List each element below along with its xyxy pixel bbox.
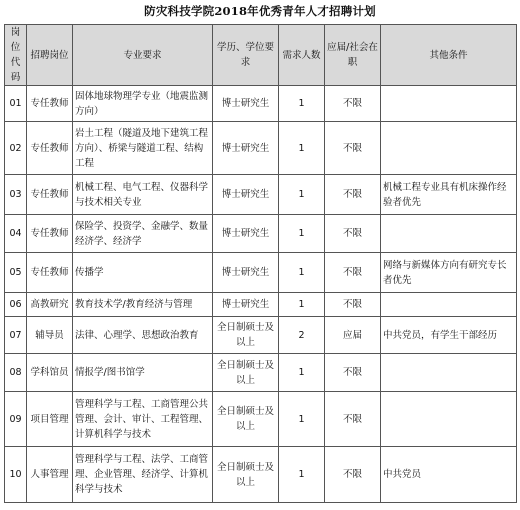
cell-other	[381, 293, 517, 317]
cell-type: 不限	[325, 293, 381, 317]
recruitment-table	[4, 24, 517, 503]
cell-degree: 全日制硕士及以上	[213, 447, 279, 503]
cell-position: 专任教师	[27, 86, 73, 122]
cell-code: 03	[5, 175, 27, 215]
header-degree: 学历、学位要求	[213, 25, 279, 86]
table-row	[5, 122, 517, 175]
cell-major: 管理科学与工程、法学、工商管理、企业管理、经济学、计算机科学与技术	[73, 447, 213, 503]
table-row	[5, 175, 517, 215]
cell-type: 不限	[325, 354, 381, 392]
header-type: 应届/社会在职	[325, 25, 381, 86]
cell-other: 中共党员	[381, 447, 517, 503]
table-row	[5, 253, 517, 293]
cell-degree: 博士研究生	[213, 86, 279, 122]
cell-type: 不限	[325, 447, 381, 503]
cell-major: 机械工程、电气工程、仪器科学与技术相关专业	[73, 175, 213, 215]
table-row	[5, 392, 517, 447]
cell-degree: 全日制硕士及以上	[213, 354, 279, 392]
cell-other	[381, 86, 517, 122]
cell-major: 固体地球物理学专业（地震监测方向）	[73, 86, 213, 122]
cell-type: 不限	[325, 253, 381, 293]
cell-degree: 博士研究生	[213, 215, 279, 253]
cell-major: 情报学/图书馆学	[73, 354, 213, 392]
cell-position: 专任教师	[27, 122, 73, 175]
cell-other	[381, 354, 517, 392]
cell-other: 网络与新媒体方向有研究专长者优先	[381, 253, 517, 293]
cell-major: 教育技术学/教育经济与管理	[73, 293, 213, 317]
cell-other	[381, 215, 517, 253]
cell-type: 不限	[325, 215, 381, 253]
cell-degree: 全日制硕士及以上	[213, 392, 279, 447]
cell-code: 05	[5, 253, 27, 293]
table-row	[5, 215, 517, 253]
cell-major: 管理科学与工程、工商管理公共管理、会计、审计、工程管理、计算机科学与技术	[73, 392, 213, 447]
header-row	[5, 25, 517, 86]
cell-type: 应届	[325, 317, 381, 354]
cell-count: 1	[279, 253, 325, 293]
table-row	[5, 293, 517, 317]
header-code: 岗位代码	[5, 25, 27, 86]
header-major: 专业要求	[73, 25, 213, 86]
cell-position: 专任教师	[27, 253, 73, 293]
cell-major: 保险学、投资学、金融学、数量经济学、经济学	[73, 215, 213, 253]
cell-count: 1	[279, 354, 325, 392]
cell-type: 不限	[325, 122, 381, 175]
header-position: 招聘岗位	[27, 25, 73, 86]
cell-count: 1	[279, 447, 325, 503]
cell-position: 高教研究	[27, 293, 73, 317]
cell-count: 1	[279, 86, 325, 122]
cell-type: 不限	[325, 392, 381, 447]
page-title: 防灾科技学院2018年优秀青年人才招聘计划	[144, 4, 376, 18]
cell-other: 中共党员，有学生干部经历	[381, 317, 517, 354]
cell-type: 不限	[325, 175, 381, 215]
cell-other: 机械工程专业具有机床操作经验者优先	[381, 175, 517, 215]
cell-position: 专任教师	[27, 215, 73, 253]
cell-major: 传播学	[73, 253, 213, 293]
table-row	[5, 86, 517, 122]
cell-major: 岩土工程（隧道及地下建筑工程方向）、桥梁与隧道工程、结构工程	[73, 122, 213, 175]
cell-count: 1	[279, 215, 325, 253]
cell-count: 1	[279, 175, 325, 215]
cell-degree: 博士研究生	[213, 253, 279, 293]
cell-code: 01	[5, 86, 27, 122]
cell-position: 人事管理	[27, 447, 73, 503]
cell-count: 1	[279, 293, 325, 317]
cell-major: 法律、心理学、思想政治教育	[73, 317, 213, 354]
cell-code: 09	[5, 392, 27, 447]
cell-degree: 博士研究生	[213, 175, 279, 215]
cell-position: 项目管理	[27, 392, 73, 447]
cell-type: 不限	[325, 86, 381, 122]
table-row	[5, 317, 517, 354]
cell-code: 07	[5, 317, 27, 354]
cell-code: 08	[5, 354, 27, 392]
cell-code: 06	[5, 293, 27, 317]
cell-position: 学科馆员	[27, 354, 73, 392]
table-row	[5, 447, 517, 503]
cell-count: 1	[279, 122, 325, 175]
cell-code: 04	[5, 215, 27, 253]
cell-other	[381, 392, 517, 447]
table-row	[5, 354, 517, 392]
cell-count: 2	[279, 317, 325, 354]
cell-count: 1	[279, 392, 325, 447]
cell-degree: 博士研究生	[213, 293, 279, 317]
header-other: 其他条件	[381, 25, 517, 86]
cell-code: 10	[5, 447, 27, 503]
cell-degree: 全日制硕士及以上	[213, 317, 279, 354]
cell-other	[381, 122, 517, 175]
cell-code: 02	[5, 122, 27, 175]
cell-position: 辅导员	[27, 317, 73, 354]
header-count: 需求人数	[279, 25, 325, 86]
cell-degree: 博士研究生	[213, 122, 279, 175]
cell-position: 专任教师	[27, 175, 73, 215]
